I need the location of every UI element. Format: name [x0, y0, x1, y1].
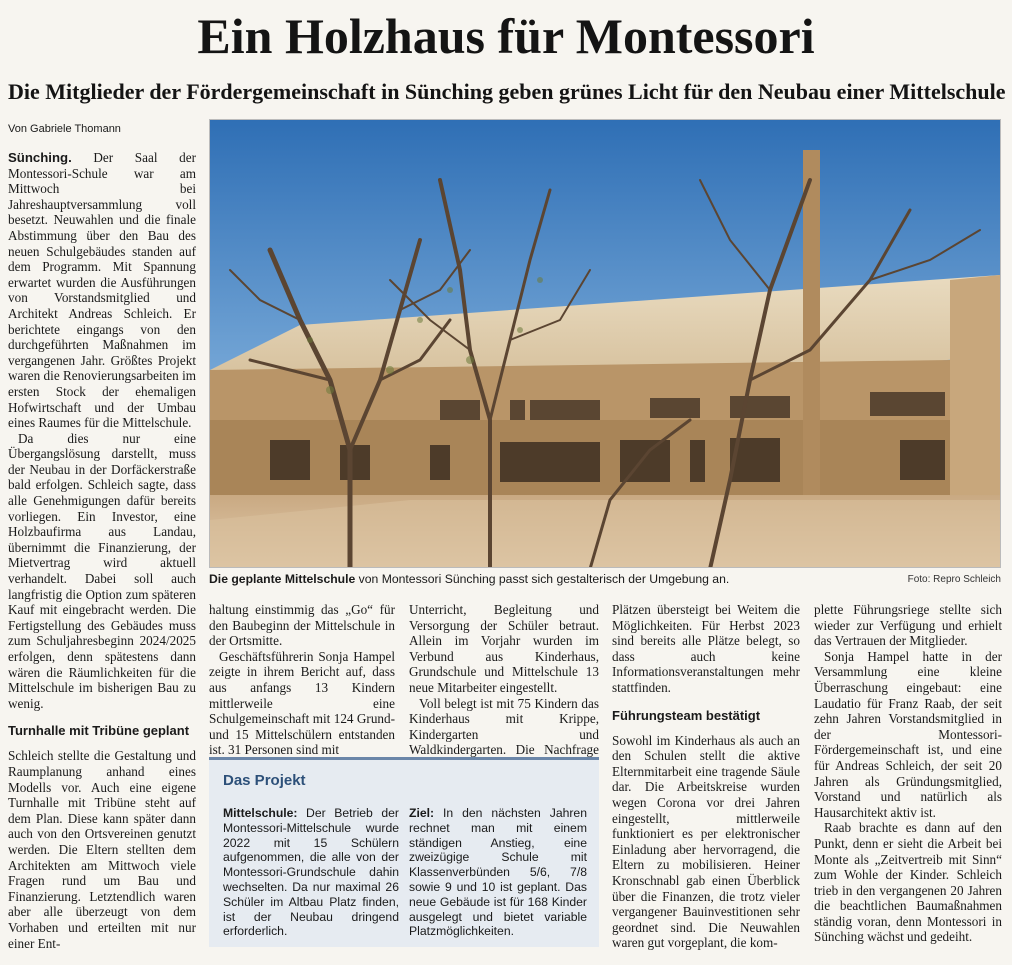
headline: Ein Holzhaus für Montessori — [197, 8, 815, 64]
photo-credit: Foto: Repro Schleich — [907, 574, 1001, 585]
caption-lead: Die geplante Mittelschule — [209, 572, 356, 586]
paragraph: Voll belegt ist mit 75 Kindern das Kinderhaus mit Krippe, Kindergarten und Waldkindergarten. Die Nachfrage — [409, 695, 599, 758]
section-subheading: Turnhalle mit Tribüne geplant — [8, 723, 190, 739]
paragraph: Sowohl im Kinderhaus als auch an den Schulen stellt die aktive Elternmitarbeit eine tragende Säule dar. Die Arbeitskreise wurden wegen Corona vor drei Jahren eingestellt, mittlerweile funktioniert es per elektronischer Einladung aber hervorragend, die Eltern zu mobilisieren. Heiner Kronschnabl gab einen Überblick über die Finanzen, die trotz vieler vergangener Bauinvestitionen sehr geordnet sind. Die Neuwahlen waren gut vorgeplant, die kom- — [612, 732, 800, 951]
article-column-3 — [409, 602, 599, 774]
dateline: Sünching. — [8, 150, 72, 165]
section-subheading: Führungsteam bestätigt — [612, 707, 761, 723]
paragraph: haltung einstimmig das „Go“ für den Baubeginn der Mittelschule in der Ortsmitte. — [209, 602, 395, 649]
building-model-photo — [209, 119, 1001, 568]
info-text: Der Betrieb der Montessori-Mittelschule wurde 2022 mit 15 Schülern aufgenommen, die alle von der Montessori-Grundschule dahin wechselten. Da nur maximal 26 Schüler im Altbau Platz finden, ist der Neubau dringend erforderlich. — [223, 806, 399, 939]
article-column-5 — [814, 602, 1002, 945]
paragraph: Plätzen übersteigt bei Weitem die Möglichkeiten. Für Herbst 2023 sind bereits alle Plätze belegt, so dass auch keine Informationsveranstaltungen mehr stattfinden. — [612, 602, 800, 695]
byline: Von Gabriele Thomann — [8, 123, 121, 135]
article-column-1 — [8, 150, 196, 951]
info-box-title: Das Projekt — [223, 772, 306, 789]
info-box — [209, 757, 599, 947]
info-box-right — [409, 806, 587, 939]
paragraph: Geschäftsführerin Sonja Hampel zeigte in ihrem Bericht auf, dass aus anfangs 13 Kindern mittlerweile eine Schulgemeinschaft mit 124 Grund- und 15 Mittelschülern entstanden ist. 31 Personen sind mit — [209, 648, 395, 758]
article-column-2 — [209, 602, 395, 758]
subheadline: Die Mitglieder der Fördergemeinschaft in Sünching geben grünes Licht für den Neubau einer Mittelschule — [8, 79, 1006, 104]
info-label: Mittelschule: — [223, 806, 298, 820]
info-text: In den nächsten Jahren rechnet man mit einem ständigen Anstieg, eine zweizügige Schule mit Klassenverbünden 5/6, 7/8 sowie 9 und 10 ist geplant. Das neue Gebäude ist für 168 Kinder ausgelegt und bietet variable Platzmöglichkeiten. — [409, 806, 587, 939]
paragraph: Raab brachte es dann auf den Punkt, denn er sieht die Arbeit bei Monte als „Zeitvertreib mit Sinn“ zum Wohle der Kinder. Schleich trieb in den vergangenen 20 Jahren die beachtlichen Baumaßnahmen ständig voran, denn Montessori in Sünching wächst und gedeiht. — [814, 820, 1002, 945]
info-label: Ziel: — [409, 806, 435, 820]
info-box-left — [223, 806, 399, 939]
paragraph: Schleich stellte die Gestaltung und Raumplanung anhand eines Modells vor. Auch eine eigene Turnhalle mit Tribüne steht auf dem Plan. Diese kann später dann auch von den Ortsvereinen genutzt werden. Die Eltern stellten dem Architekten am Mittwoch viele Fragen rund um Bau und Finanzierung. Letztendlich waren aber alle überzeugt von dem Vorhaben und erteilten mit nur einer Ent- — [8, 748, 196, 951]
paragraph — [8, 150, 196, 431]
caption-text: von Montessori Sünching passt sich gestalterisch der Umgebung an. — [355, 572, 730, 586]
paragraph: plette Führungsriege stellte sich wieder zur Verfügung und erhielt das Vertrauen der Mitglieder. — [814, 602, 1002, 649]
paragraph: Sonja Hampel hatte in der Versammlung eine kleine Überraschung eingebaut: eine Laudatio für Franz Raab, der seit zehn Jahren Vorstandsmitglied in der Montessori-Fördergemeinschaft ist, und eine für Andreas Schleich, der seit 20 Jahren als Gründungsmitglied, Vorstand und natürlich als Hausarchitekt aktiv ist. — [814, 648, 1002, 820]
paragraph: Unterricht, Begleitung und Versorgung der Schüler betraut. Allein im Vorjahr wurden im Verbund aus Kinderhaus, Grundschule und Mittelschule 13 neue Mitarbeiter eingestellt. — [409, 602, 599, 695]
paragraph-text: Der Saal der Montessori-Schule war am Mittwoch bei Jahreshauptversammlung voll besetzt. Neuwahlen und die finale Abstimmung über den Bau des neuen Schulgebäudes standen auf dem Programm. Mit Spannung erwartet wurden die Ausführungen von Vorstandsmitglied und Architekt Andreas Schleich. Er berichtete eingangs von den durchgeführten Maßnahmen im vergangenen Jahr. Größtes Projekt waren die Renovierungsarbeiten im ersten Stock der ehemaligen Hofwirtschaft und der Umbau eines Raumes für die Mittelschule. — [8, 150, 196, 431]
article-column-4 — [612, 602, 800, 951]
photo-caption — [209, 572, 1001, 586]
paragraph: Da dies nur eine Übergangslösung darstellt, muss der Neubau in der Dorfäckerstraße bald erfolgen. Schleich sagte, dass alle Genehmigungen dafür bereits vorliegen. Ein Investor, eine Holzbaufirma aus Landau, übernimmt die Finanzierung, der Mietvertrag wird aktuell verhandelt. Dabei soll auch langfristig die Option zum späteren Kauf mit eingebracht werden. Die Fertigstellung des Gebäudes muss zum Schuljahresbeginn 2024/2025 erfolgen, denn spätestens dann wären die Räumlichkeiten für die Mittelschule im bisherigen Bau zu wenig. — [8, 430, 196, 711]
